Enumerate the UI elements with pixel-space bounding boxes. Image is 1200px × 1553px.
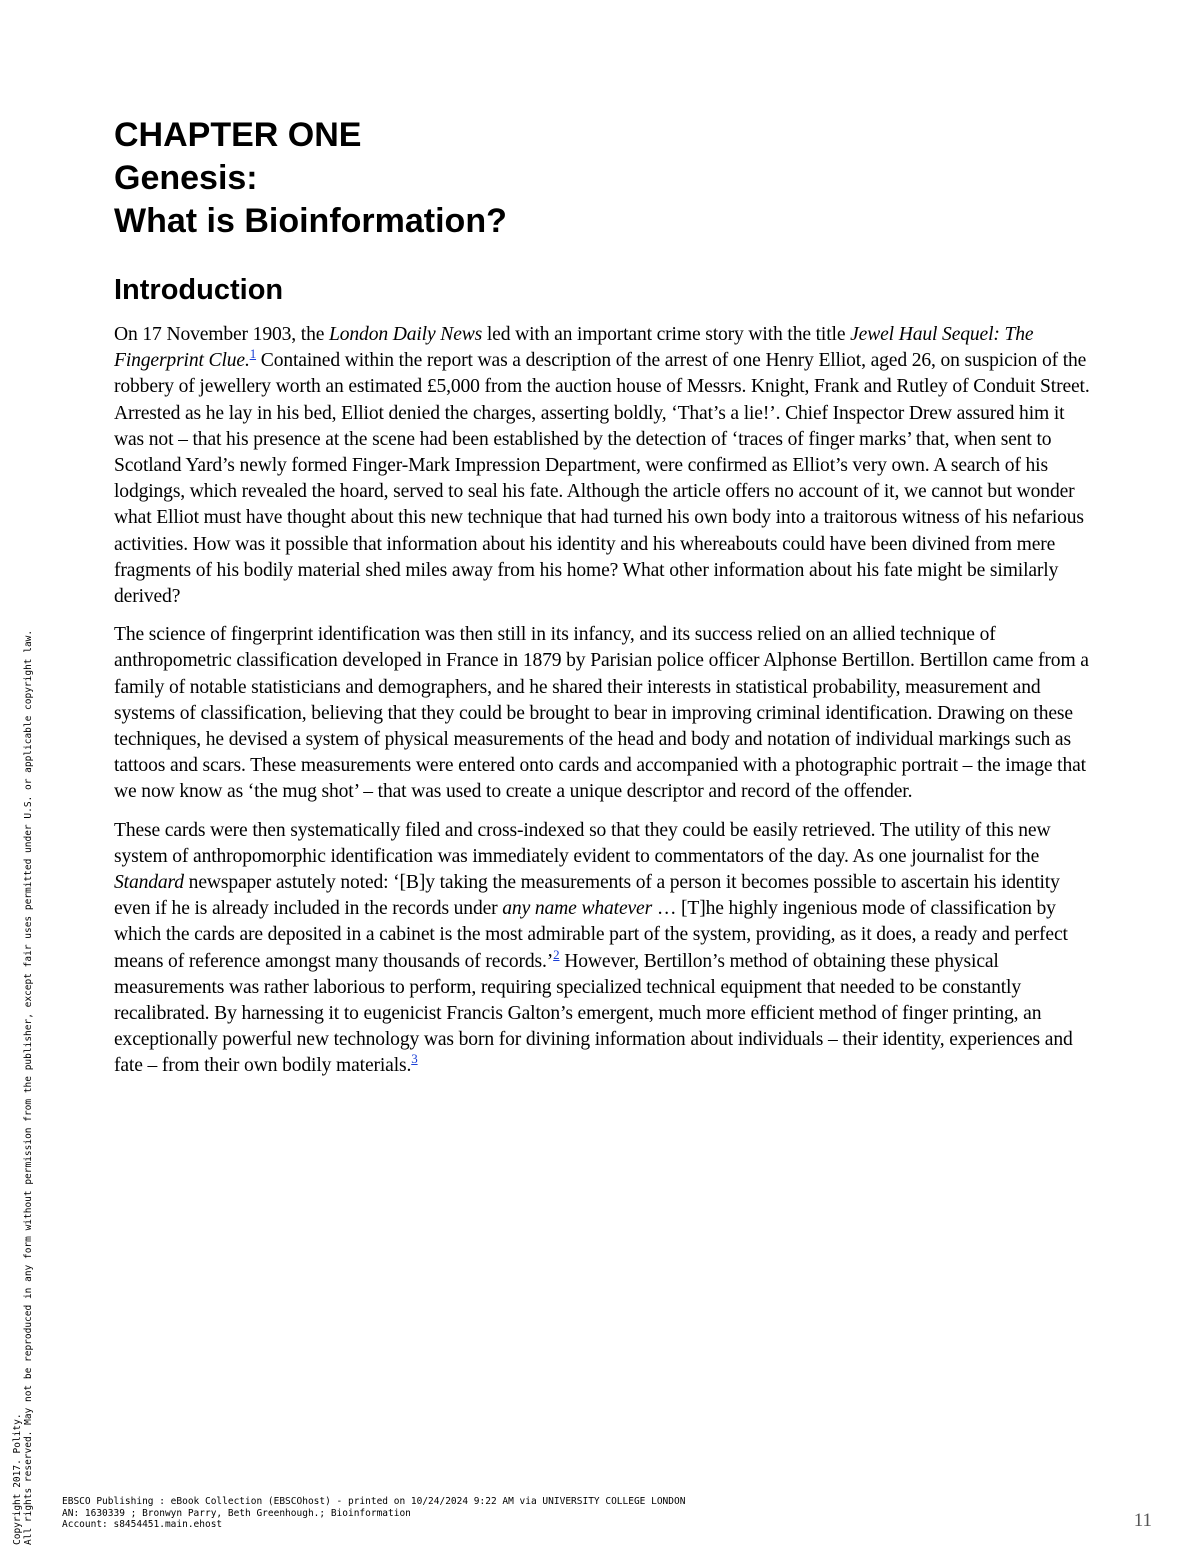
section-heading: Introduction	[114, 274, 284, 306]
rights-line: All rights reserved. May not be reproduced in any form without permission from the publisher, except fair uses permitted under U.S. or applicable copyright law.	[23, 629, 34, 1545]
body-text	[114, 322, 1094, 1092]
paragraph-2: The science of fingerprint identification was then still in its infancy, and its success relied on an allied technique of anthropometric classification developed in France in 1879 by Parisian police officer Alphonse Bertillon. Bertillon came from a family of notable statisticians and demographers, and he shared their interests in statistical probability, measurement and systems of classification, believing that they could be brought to bear in improving criminal identification. Drawing on these techniques, he devised a system of physical measurements of the head and body and notation of individual markings such as tattoos and scars. These measurements were entered onto cards and accompanied with a photographic portrait – the image that we now know as ‘the mug shot’ – that was used to create a unique descriptor and record of the offender.	[114, 624, 1089, 803]
text-run: led with an important crime story with the title	[482, 324, 851, 345]
copyright-notice	[12, 395, 34, 1545]
footer-book-info: AN: 1630339 ; Bronwyn Parry, Beth Greenhough.; Bioinformation	[62, 1507, 411, 1519]
footer-account: Account: s8454451.main.ehost	[62, 1519, 223, 1530]
emphasis: any name whatever	[502, 898, 653, 920]
chapter-number: CHAPTER ONE	[114, 116, 362, 154]
print-footer	[62, 1496, 685, 1531]
text-run: However, Bertillon’s method of obtaining these physical measurements was rather laborious to perform, requiring specialized technical equipment that needed to be constantly recalibrated. By harnessing it to eugenicist Francis Galton’s emergent, much more efficient method of finger printing, an exceptionally powerful new technology was born for divining information about individuals – their identity, experiences and fate – from their own bodily materials.	[114, 950, 1073, 1077]
article-title: Jewel Haul Sequel: The Fingerprint Clue.	[114, 324, 1034, 372]
text-run: On 17 November 1903, the	[114, 324, 330, 345]
footnote-link-1[interactable]: 1	[249, 346, 257, 362]
footer-print-info: EBSCO Publishing : eBook Collection (EBSCOhost) - printed on 10/24/2024 9:22 AM via UNIVERSITY COLLEGE LONDON	[62, 1496, 686, 1507]
chapter-title-line2: What is Bioinformation?	[114, 202, 507, 240]
newspaper-title: Standard	[114, 872, 184, 894]
chapter-title-line1: Genesis:	[114, 159, 258, 197]
page-number: 11	[1133, 1510, 1152, 1531]
text-run: newspaper astutely noted: ‘[B]y taking the measurements of a person it becomes possible to ascertain his identity even if he is already included in the records under	[114, 872, 1060, 920]
paragraph-1	[114, 322, 1094, 610]
footnote-link-2[interactable]: 2	[553, 946, 560, 962]
footnote-link-3[interactable]: 3	[411, 1051, 418, 1067]
chapter-heading	[114, 114, 1074, 243]
text-run: … [T]he highly ingenious mode of classification by which the cards are deposited in a cabinet is the most admirable part of the system, providing, as it does, a ready and perfect means of reference amongst many thousands of records.’	[114, 898, 1068, 972]
text-run: Contained within the report was a description of the arrest of one Henry Elliot, aged 26, on suspicion of the robbery of jewellery worth an estimated £5,000 from the auction house of Messrs. Knight, Frank and Rutley of Conduit Street. Arrested as he lay in his bed, Elliot denied the charges, asserting boldly, ‘That’s a lie!’. Chief Inspector Drew assured him it was not – that his presence at the scene had been established by the detection of ‘traces of finger marks’ that, when sent to Scotland Yard’s newly formed Finger-Mark Impression Department, were confirmed as Elliot’s very own. A search of his lodgings, which revealed the hoard, served to seal his fate. Although the article offers no account of it, we cannot but wonder what Elliot must have thought about this new technique that had turned his own body into a traitorous witness of his nefarious activities. How was it possible that information about his identity and his whereabouts could have been divined from mere fragments of his bodily material shed miles away from his home? What other information about his fate might be similarly derived?	[114, 350, 1090, 608]
newspaper-title: London Daily News	[329, 324, 483, 345]
copyright-line: Copyright 2017. Polity.	[12, 1413, 23, 1545]
paragraph-3	[114, 818, 1094, 1080]
text-run: These cards were then systematically filed and cross-indexed so that they could be easily retrieved. The utility of this new system of anthropomorphic identification was immediately evident to commentators of the day. As one journalist for the	[114, 819, 1051, 867]
